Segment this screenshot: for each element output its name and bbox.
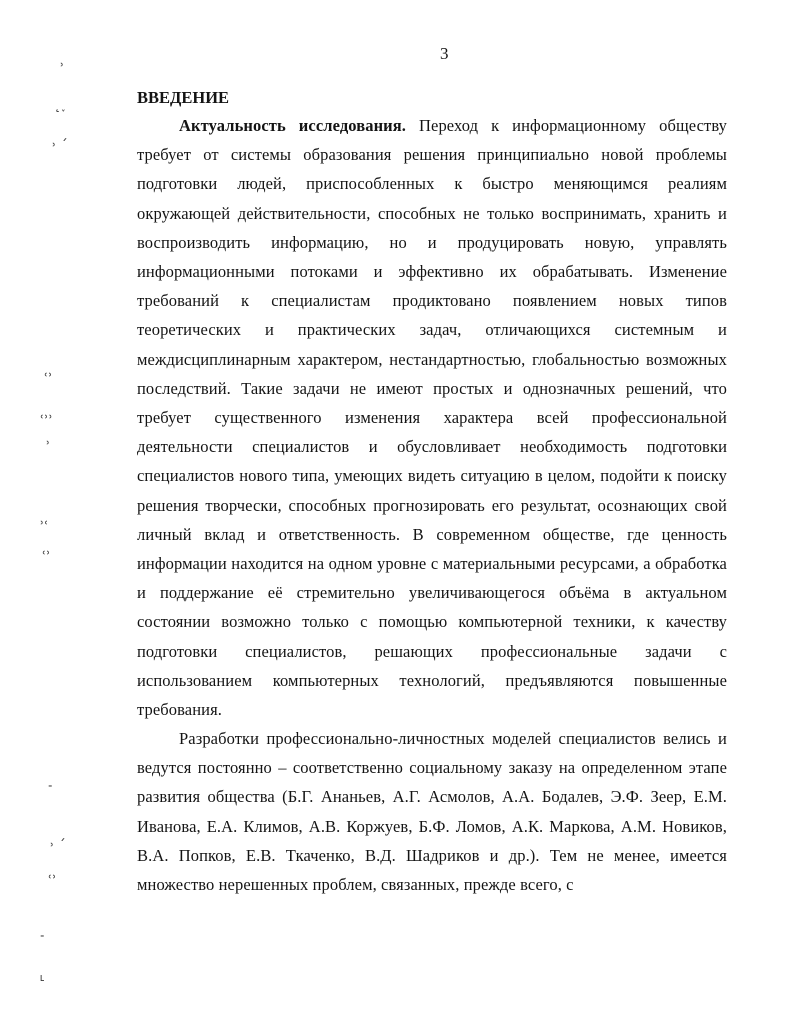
- section-heading: ВВЕДЕНИЕ: [137, 88, 230, 107]
- scan-speck: ˒: [60, 58, 65, 74]
- paragraph-models: Разработки профессионально-личностных моделей специалистов велись и ведутся постоянно – соответственно социальному заказу на определенном этапе развития общества (Б.Г. Ананьев, А.Г. Асмолов, А.А. Бодалев, Э.Ф. Зеер, Е.М. Иванова, Е.А. Климов, А.В. Коржуев, Б.Ф. Ломов, А.К. Маркова, А.М. Новиков, В.А. Попков, Е.В. Ткаченко, В.Д. Шадриков и др.). Тем не менее, имеется множество нерешенных проблем, связанных, прежде всего, с: [137, 729, 727, 895]
- scan-speck: ˒˓: [40, 516, 49, 532]
- page-number: 3: [440, 44, 449, 63]
- scan-speck: ˗: [48, 778, 53, 794]
- scan-speck: ˪: [40, 969, 45, 985]
- scan-speck: ˒ ˊ: [50, 838, 66, 854]
- scan-speck: ˓˒: [48, 870, 57, 886]
- paragraph-body: Переход к информационному обществу требует от системы образования решения принципиально новой проблемы подготовки людей, приспособленных к быстро меняющимся реалиям окружающей действительности, способных не только воспринимать, хранить и воспроизводить информацию, но и продуцировать новую, управлять информационными потоками и эффективно их обрабатывать. Изменение требований к специалистам продиктовано появлением новых типов теоретических и практических задач, отличающихся системным и междисциплинарным характером, нестандартностью, глобальностью возможных последствий. Такие задачи не имеют простых и однозначных решений, что требует существенного изменения характера всей профессиональной деятельности специалистов и обусловливает необходимость подготовки специалистов нового типа, умеющих видеть ситуацию в целом, подойти к поиску решения творчески, способных прогнозировать его результат, осознающих свой личный вклад и ответственность. В современном обществе, где ценность информации находится на одном уровне с материальными ресурсами, а обработка и поддержание её стремительно увеличивающегося объёма в актуальном состоянии возможно только с помощью компьютерной техники, к качеству подготовки специалистов, решающих профессиональные задачи с использованием компьютерных технологий, предъявляются повышенные требования.: [137, 116, 727, 720]
- scan-speck: ˒: [46, 436, 51, 452]
- scan-speck: ˓˒: [44, 368, 53, 384]
- scan-speck: ˗: [40, 928, 45, 944]
- scan-speck: ˓˒˒: [40, 410, 53, 426]
- paragraph-lead: Актуальность исследования.: [179, 116, 407, 135]
- scan-speck: ˛˯: [54, 97, 66, 113]
- scan-speck: ˒ ˊ: [52, 138, 68, 154]
- scan-speck: ˓˒: [42, 546, 51, 562]
- paragraph-relevance: [137, 111, 727, 724]
